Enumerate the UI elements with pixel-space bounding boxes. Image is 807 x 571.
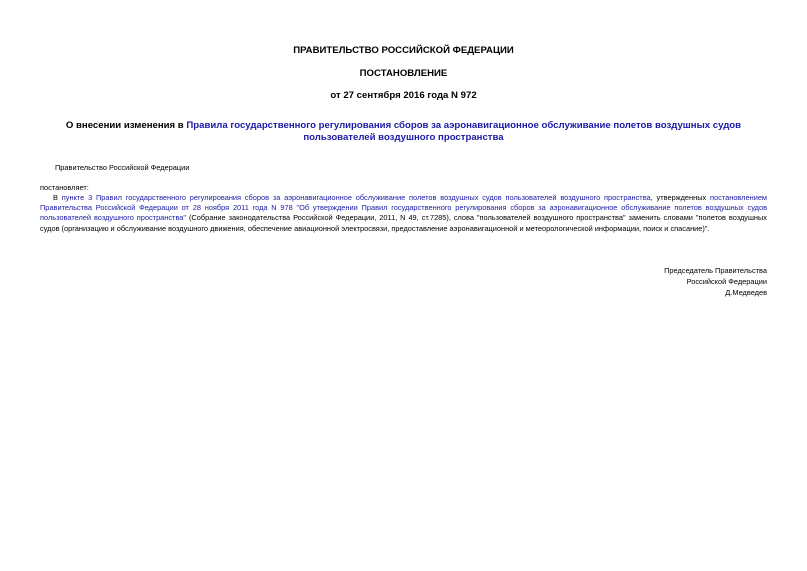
government-line: Правительство Российской Федерации <box>55 163 190 172</box>
decree-paragraph <box>40 193 767 234</box>
signature-title-line2: Российской Федерации <box>686 277 767 286</box>
document-type-heading: ПОСТАНОВЛЕНИЕ <box>359 68 448 79</box>
paragraph-text-approved: , утвержденных <box>650 193 711 202</box>
title-prefix: О внесении изменения в <box>65 120 187 131</box>
paragraph-text-in: В <box>53 193 62 202</box>
government-heading: ПРАВИТЕЛЬСТВО РОССИЙСКОЙ ФЕДЕРАЦИИ <box>293 45 514 56</box>
date-number-heading: от 27 сентября 2016 года N 972 <box>330 90 477 101</box>
decree-word: постановляет: <box>40 183 89 192</box>
signature-name: Д.Медведев <box>725 288 767 297</box>
signature-title-line1: Председатель Правительства <box>664 266 767 275</box>
resolution-978-link[interactable]: постановлением Правительства Российской Федерации от 28 ноября 2011 года N 978 "Об утверждении Правил государственного регулирования сборов за аэронавигационное обслуживание полетов воздушных судов пользователей воздушного пространства" <box>40 193 768 223</box>
paragraph-text-rest: (Собрание законодательства Российской Федерации, 2011, N 49, ст.7285), слова "пользователей воздушного пространства" заменить словами "полетов воздушных судов (организацию и обслуживание воздушного движения, обеспечение авиационной электросвязи, предоставление аэронавигационной и метеорологической информации, поиск и спасание)". <box>40 213 767 233</box>
title-rules-link[interactable]: Правила государственного регулирования сборов за аэронавигационное обслуживание полетов воздушных судов пользователей воздушного пространства <box>186 120 742 143</box>
document-title <box>40 120 767 144</box>
rules-item-3-link[interactable]: пункте 3 Правил государственного регулирования сборов за аэронавигационное обслуживание полетов воздушных судов пользователей воздушного пространства <box>61 193 651 202</box>
